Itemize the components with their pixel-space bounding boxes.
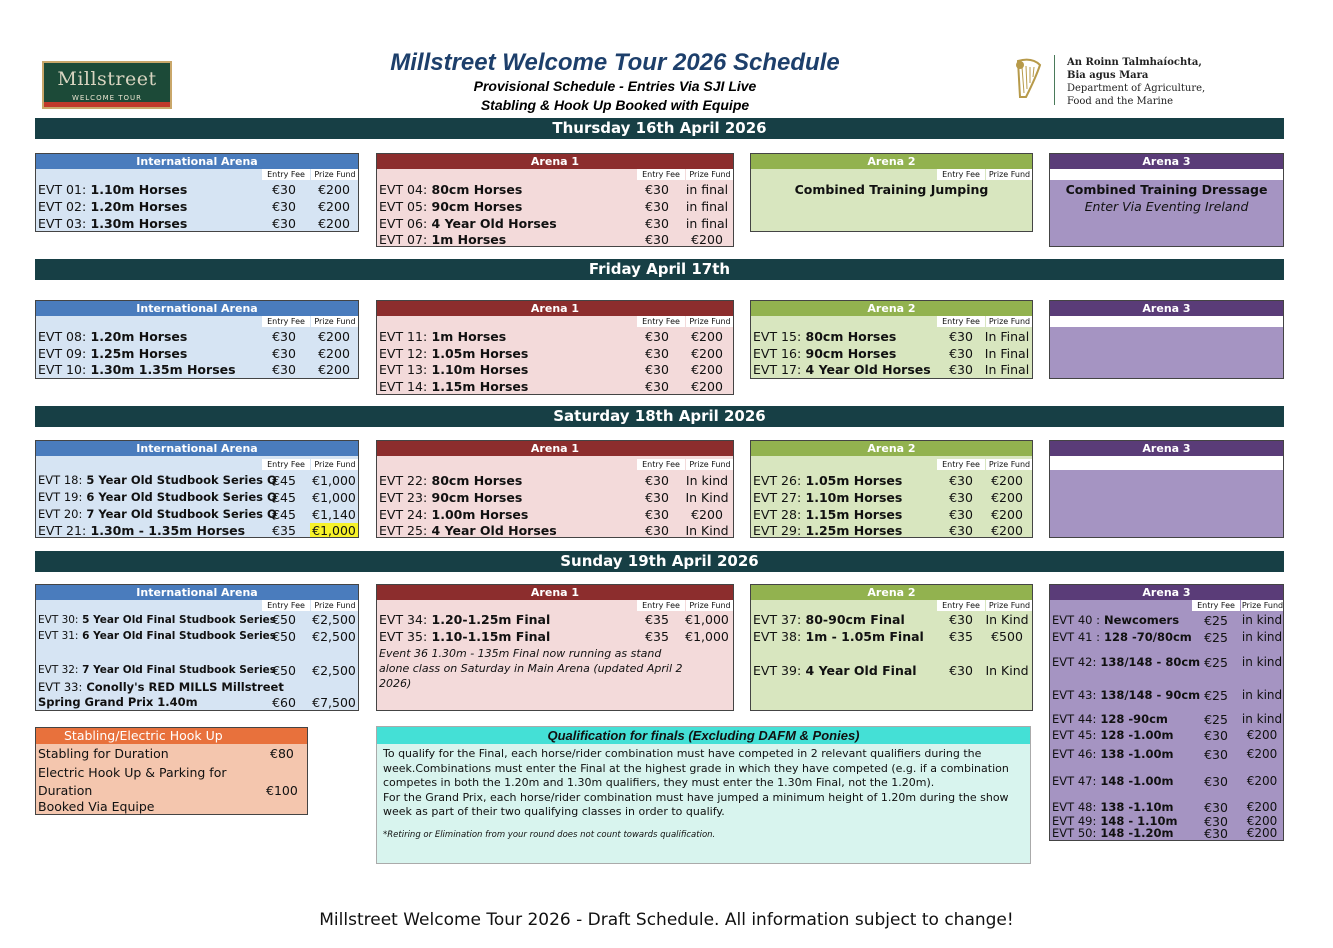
thu-international-arena: International Arena Entry Fee Prize Fund EVT 01: 1.10m Horses €30 €200 EVT 02: 1.20m Horses €30 €200 EVT 03: 1.30m Horses €30 €200 [35,153,359,232]
sun-arena-2: Arena 2 Entry Fee Prize Fund EVT 37: 80-90cm Final €30 In Kind EVT 38: 1m - 1.05m Final €35 €500 EVT 39: 4 Year Old Final €30 In Kind [750,584,1033,711]
sat-arena-3: Arena 3 [1049,440,1284,538]
day-band-saturday: Saturday 18th April 2026 [35,406,1284,427]
sun-arena-1: Arena 1 Entry Fee Prize Fund EVT 34: 1.20-1.25m Final €35 €1,000 EVT 35: 1.10-1.15m Final €35 €1,000 Event 36 1.30m - 135m Final now running as stand alone class on Saturday in Main Arena (updated April 2 2026) [376,584,734,711]
sat-international-arena: International Arena Entry Fee Prize Fund EVT 18: 5 Year Old Studbook Series Q €45 €1,000 EVT 19: 6 Year Old Studbook Series Q €45 €1,000 EVT 20: 7 Year Old Studbook Series Q €45 €1,140 EVT 21: 1.30m - 1.35m Horses €35 €1,000 [35,440,359,538]
arena-1-note: Event 36 1.30m - 135m Final now running as stand alone class on Saturday in Main Arena (updated April 2 2026) [379,647,683,690]
qualification-text: To qualify for the Final, each horse/rider combination must have competed in 2 relevant qualifiers during the week.Combinations must enter the Final at the highest grade in which they have competed (e.g. if a combination competes in both the 1.20m and 1.30m qualifiers, they must enter the 1.30m Final, not the 1.20m). For the Grand Prix, each horse/rider combination must have jumped a minimum height of 1.20m during the show week as part of their two qualifying classes in order to qualify. *Retiring or Elimination from your round does not count towards qualification. [383,747,1009,840]
fri-international-arena: International Arena Entry Fee Prize Fund EVT 08: 1.20m Horses €30 €200 EVT 09: 1.25m Horses €30 €200 EVT 10: 1.30m 1.35m Horses €30 €200 [35,300,359,379]
fri-arena-3: Arena 3 [1049,300,1284,379]
stabling-box: Stabling/Electric Hook Up Stabling for Duration €80 Electric Hook Up & Parking for Duration €100 Booked Via Equipe [35,727,308,815]
millstreet-logo: Millstreet WELCOME TOUR [42,61,172,109]
footer-note: Millstreet Welcome Tour 2026 - Draft Schedule. All information subject to change! [319,910,1014,930]
sat-arena-1: Arena 1 Entry Fee Prize Fund EVT 22: 80cm Horses €30 In kind EVT 23: 90cm Horses €30 In Kind EVT 24: 1.00m Horses €30 €200 EVT 25: 4 Year Old Horses €30 In Kind [376,440,734,538]
day-band-thursday: Thursday 16th April 2026 [35,118,1284,139]
subtitle-2: Stabling & Hook Up Booked with Equipe [480,97,750,113]
harp-icon [1012,57,1046,103]
thu-arena-3: Arena 3 Combined Training Dressage Enter Via Eventing Ireland [1049,153,1284,247]
page-title: Millstreet Welcome Tour 2026 Schedule [390,49,840,76]
fri-arena-2: Arena 2 Entry Fee Prize Fund EVT 15: 80cm Horses €30 In Final EVT 16: 90cm Horses €30 In Final EVT 17: 4 Year Old Horses €30 In Final [750,300,1033,379]
sun-arena-3: Arena 3 Entry Fee Prize Fund EVT 40 : Newcomers €25 in kind EVT 41 : 128 -70/80cm €25 in kind EVT 42: 138/148 - 80cm €25 in kind EVT 43: 138/148 - 90cm €25 in kind EVT 44: 128 -90cm €25 in kind EVT 45: 128 -1.00m €30 €200 EVT 46: 138 -1.00m €30 €200 EVT 47: 148 -1.00m €30 €200 EVT 48: 138 -1.10m €30 €200 EVT 49: 148 - 1.10m €30 €200 EVT 50: 148 -1.20m €30 €200 [1049,584,1284,841]
highlighted-prize: €1,000 [310,523,358,538]
department-logo: An Roinn Talmhaíochta, Bia agus Mara Department of Agriculture, Food and the Marine [1067,57,1206,107]
subtitle-1: Provisional Schedule - Entries Via SJI Live [473,78,757,94]
sat-arena-2: Arena 2 Entry Fee Prize Fund EVT 26: 1.05m Horses €30 €200 EVT 27: 1.10m Horses €30 €200 EVT 28: 1.15m Horses €30 €200 EVT 29: 1.25m Horses €30 €200 [750,440,1033,538]
sun-international-arena: International Arena Entry Fee Prize Fund EVT 30: 5 Year Old Final Studbook Series €50 €2,500 EVT 31: 6 Year Old Final Studbook Series €50 €2,500 EVT 32: 7 Year Old Final Studbook Series €50 €2,500 EVT 33: Conolly's RED MILLS Millstreet Spring Grand Prix 1.40m €60 €7,500 [35,584,359,711]
day-band-friday: Friday April 17th [35,259,1284,280]
day-band-sunday: Sunday 19th April 2026 [35,551,1284,572]
thu-arena-1: Arena 1 Entry Fee Prize Fund EVT 04: 80cm Horses €30 in final EVT 05: 90cm Horses €30 in final EVT 06: 4 Year Old Horses €30 in final EVT 07: 1m Horses €30 €200 [376,153,734,247]
fri-arena-1: Arena 1 Entry Fee Prize Fund EVT 11: 1m Horses €30 €200 EVT 12: 1.05m Horses €30 €200 EVT 13: 1.10m Horses €30 €200 EVT 14: 1.15m Horses €30 €200 [376,300,734,395]
thu-arena-2: Arena 2 Entry Fee Prize Fund Combined Training Jumping [750,153,1033,232]
qualification-box: Qualification for finals (Excluding DAFM & Ponies) To qualify for the Final, each horse/rider combination must have competed in 2 relevant qualifiers during the week.Combinations must enter the Final at the highest grade in which they have competed (e.g. if a combination competes in both the 1.20m and 1.30m qualifiers, they must enter the 1.30m Final, not the 1.20m). For the Grand Prix, each horse/rider combination must have jumped a minimum height of 1.20m during the show week as part of their two qualifying classes in order to qualify. *Retiring or Elimination from your round does not count towards qualification. [376,726,1031,864]
